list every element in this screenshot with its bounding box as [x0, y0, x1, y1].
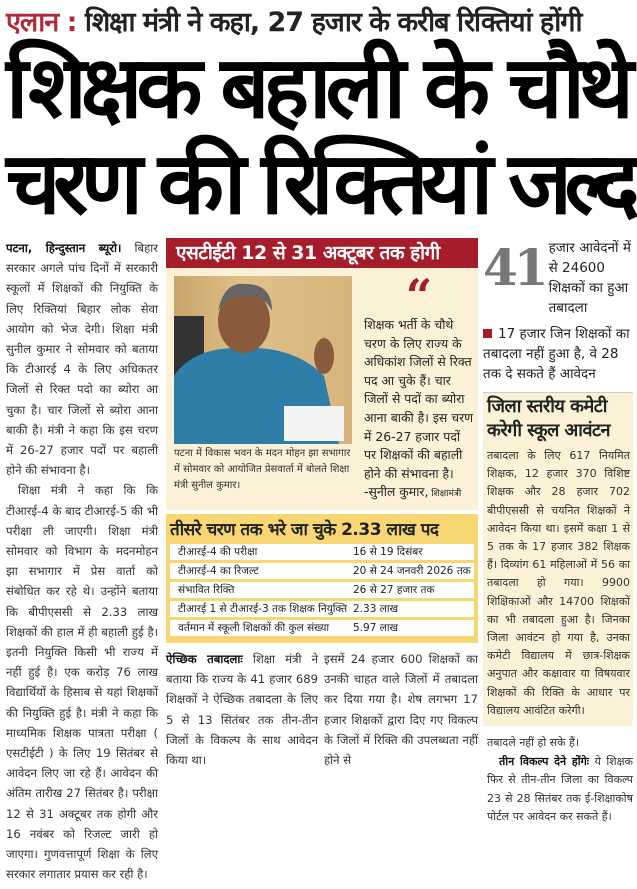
kicker-text: शिक्षा मंत्री ने कहा, 27 हजार के करीब रिक्तियां होंगी: [76, 7, 582, 38]
transfer-section: [166, 649, 478, 770]
left-column: [6, 238, 158, 885]
table-row: [170, 620, 474, 636]
subheading: ऐच्छिक तबादलाः: [166, 651, 243, 666]
bullet-point: [483, 324, 633, 384]
row-value: 5.97 लाख: [353, 621, 399, 634]
row-value: 16 से 19 दिसंबर: [353, 545, 423, 558]
photo-caption: पटना में विकास भवन के मदन मोहन झा सभागार में सोमवार को आयोजित प्रेसवार्ता में बोलते शिक्षा मंत्री सुनील कुमार।: [174, 448, 351, 491]
subheading: तीन विकल्प देने होंगेः: [499, 754, 590, 768]
row-label: टीआरई-4 का रिजल्ट: [178, 564, 259, 577]
big-number-text: हजार आवेदनों में से 24600 शिक्षकों का हुआ तबादला: [548, 240, 631, 316]
quote: [364, 316, 474, 504]
text: ये शिक्षक फिर से तीन-तीन जिला का विकल्प 23 से 28 सितंबर तक ई-शिक्षाकोष पोर्टल पर आवेदन कर सकते हैं।: [487, 754, 633, 824]
paragraph-2: शिक्षा मंत्री ने कहा कि कि टीआरई-4 के बाद टीआरई-5 की भी परीक्षा ली जाएगी। शिक्षा मंत्री सोमवार को विभाग के मदनमोहन झा सभागार में प्रेस वार्ता को संबोधित कर रहे थे। उन्होंने बताया कि बीपीएससी से 2.33 लाख शिक्षकों की हाल में ही बहाली हुई है। इतनी नियुक्ति किसी भी राज्य में नहीं हुई है। एक करोड़ 76 लाख विद्यार्थियों के हिसाब से यहां शिक्षकों की नियुक्ति हुई है। मंत्री ने कहा कि माध्यमिक शिक्षक पात्रता परीक्षा ( एसटीईटी ) के लिए 19 सितंबर से आवेदन लिए जा रहे हैं। आवेदन की अंतिम तारीख 27 सितंबर है। परीक्षा 12 से 31 अक्टूबर तक होगी और 16 नवंबर को रिजल्ट जारी हो जाएगा। गुणवत्तापूर्ण शिक्षा के लिए सरकार लगातार प्रयास कर रही है।: [6, 483, 158, 882]
table-row: [170, 563, 474, 579]
row-label: टीआरई 1 से टीआरई-3 तक शिक्षक नियुक्ति: [178, 602, 348, 615]
box-header: एसटीईटी 12 से 31 अक्टूबर तक होगी: [166, 238, 478, 268]
middle-column: [166, 238, 478, 770]
big-number-row: [483, 238, 633, 318]
photo-column: [174, 276, 354, 494]
big-number: 41: [483, 238, 545, 297]
headline-line-1: शिक्षक बहाली के चौथे: [6, 38, 628, 138]
row-value: 2.33 लाख: [353, 602, 399, 615]
committee-box: [483, 392, 633, 726]
box-content: [166, 268, 478, 504]
bullet-square-icon: [483, 329, 492, 338]
row-label: वर्तमान में स्कूली शिक्षकों की कुल संख्या: [178, 621, 330, 634]
quote-role: शिक्षामंत्री: [428, 489, 462, 500]
row-label: टीआरई-4 की परीक्षा: [178, 545, 258, 558]
right-column: [483, 238, 633, 827]
quote-icon: “: [405, 269, 433, 323]
table-row: [170, 582, 474, 598]
row-value: 20 से 24 जनवरी 2026 तक: [353, 564, 471, 577]
minister-photo: [174, 276, 352, 444]
quote-author: -सुनील कुमार,: [364, 484, 429, 500]
kicker: [6, 6, 633, 40]
headline-line-2: चरण की रिक्तियां जल्द: [6, 134, 633, 234]
dateline: पटना, हिन्दुस्तान ब्यूरो।: [6, 241, 122, 255]
quote-text: शिक्षक भर्ती के चौथे चरण के लिए राज्य के अधिकांश जिलों से रिक्त पद आ चुके हैं। चार जिलों से पदों का ब्योरा आना बाकी है। इस चरण में 26-27 हजार पदों पर शिक्षकों की बहाली होने की संभावना है।: [364, 317, 474, 481]
transfer-column-1: [166, 649, 318, 770]
table-title: तीसरे चरण तक भरे जा चुके 2.33 लाख पद: [170, 519, 439, 540]
text: शिक्षा मंत्री ने बताया कि राज्य के 41 हजार 689 शिक्षकों ने ऐच्छिक तबादला के लिए 5 से 13 सितंबर तक तीन-तीन जिलों के विकल्प के साथ आवेदन किया था।: [166, 651, 318, 767]
kicker-label: एलान :: [6, 7, 77, 38]
minister-photo-image: [174, 276, 352, 444]
row-value: 26 से 27 हजार तक: [353, 583, 435, 596]
right-bottom-text: [483, 734, 633, 827]
quote-column: [354, 269, 474, 504]
bullet-text: 17 हजार जिन शिक्षकों का तबादला नहीं हुआ है, वे 28 तक दे सकते हैं आवेदन: [483, 326, 630, 382]
committee-heading: जिला स्तरीय कमेटी करेगी स्कूल आवंटन: [487, 396, 611, 441]
continuation: तबादले नहीं हो सके हैं।: [487, 736, 580, 750]
table-row: [170, 601, 474, 617]
facts-table: [166, 514, 478, 643]
committee-text: तबादला के लिए 617 नियमित शिक्षक, 12 हजार 370 विशिष्ट शिक्षक और 28 हजार 702 बीपीएससी से चयनित शिक्षकों ने आवेदन किया था। इसमें कक्षा 1 से 5 तक के 17 हजार 382 शिक्षक हैं। दिव्यांग 61 महिलाओं में 56 का तबादला हो गया। 9900 शिक्षिकाओं और 14700 शिक्षकों का भी तबादला हुआ है। जिनका जिला आवंटन हो गया है, उनका कमेटी विद्यालय में छात्र-शिक्षक अनुपात और कक्षावार या विषयवार शिक्षकों की रिक्ति के आधार पर विद्यालय आवंटित करेगी।: [487, 449, 630, 717]
table-row: [170, 544, 474, 560]
transfer-column-2: इसमें 24 हजार 600 शिक्षकों का उनकी चाहत वाले जिलों में तबादला कर दिया गया है। शेष लगभग 17 हजार शिक्षकों द्वारा दिए गए विकल्प के जिलों में रिक्ति की उपलब्धता नहीं होने से: [324, 651, 478, 767]
article-body: [6, 238, 633, 885]
stet-box: [166, 238, 478, 510]
paragraph-1: बिहार सरकार अगले पांच दिनों में सरकारी स्कूलों में शिक्षकों की नियुक्ति के लिए रिक्तियां बिहार लोक सेवा आयोग को भेज देगी। शिक्षा मंत्री सुनील कुमार ने सोमवार को बताया कि टीआरई 4 के लिए अधिकतर जिलों से रिक्त पदो का ब्योरा आ चुका है। चार जिलों से ब्योरा आना बाकी है। मंत्री ने कहा कि इस चरण में 26-27 हजार पदों पर बहाली होने की संभावना है।: [6, 241, 158, 478]
row-label: संभावित रिक्ति: [178, 583, 235, 596]
